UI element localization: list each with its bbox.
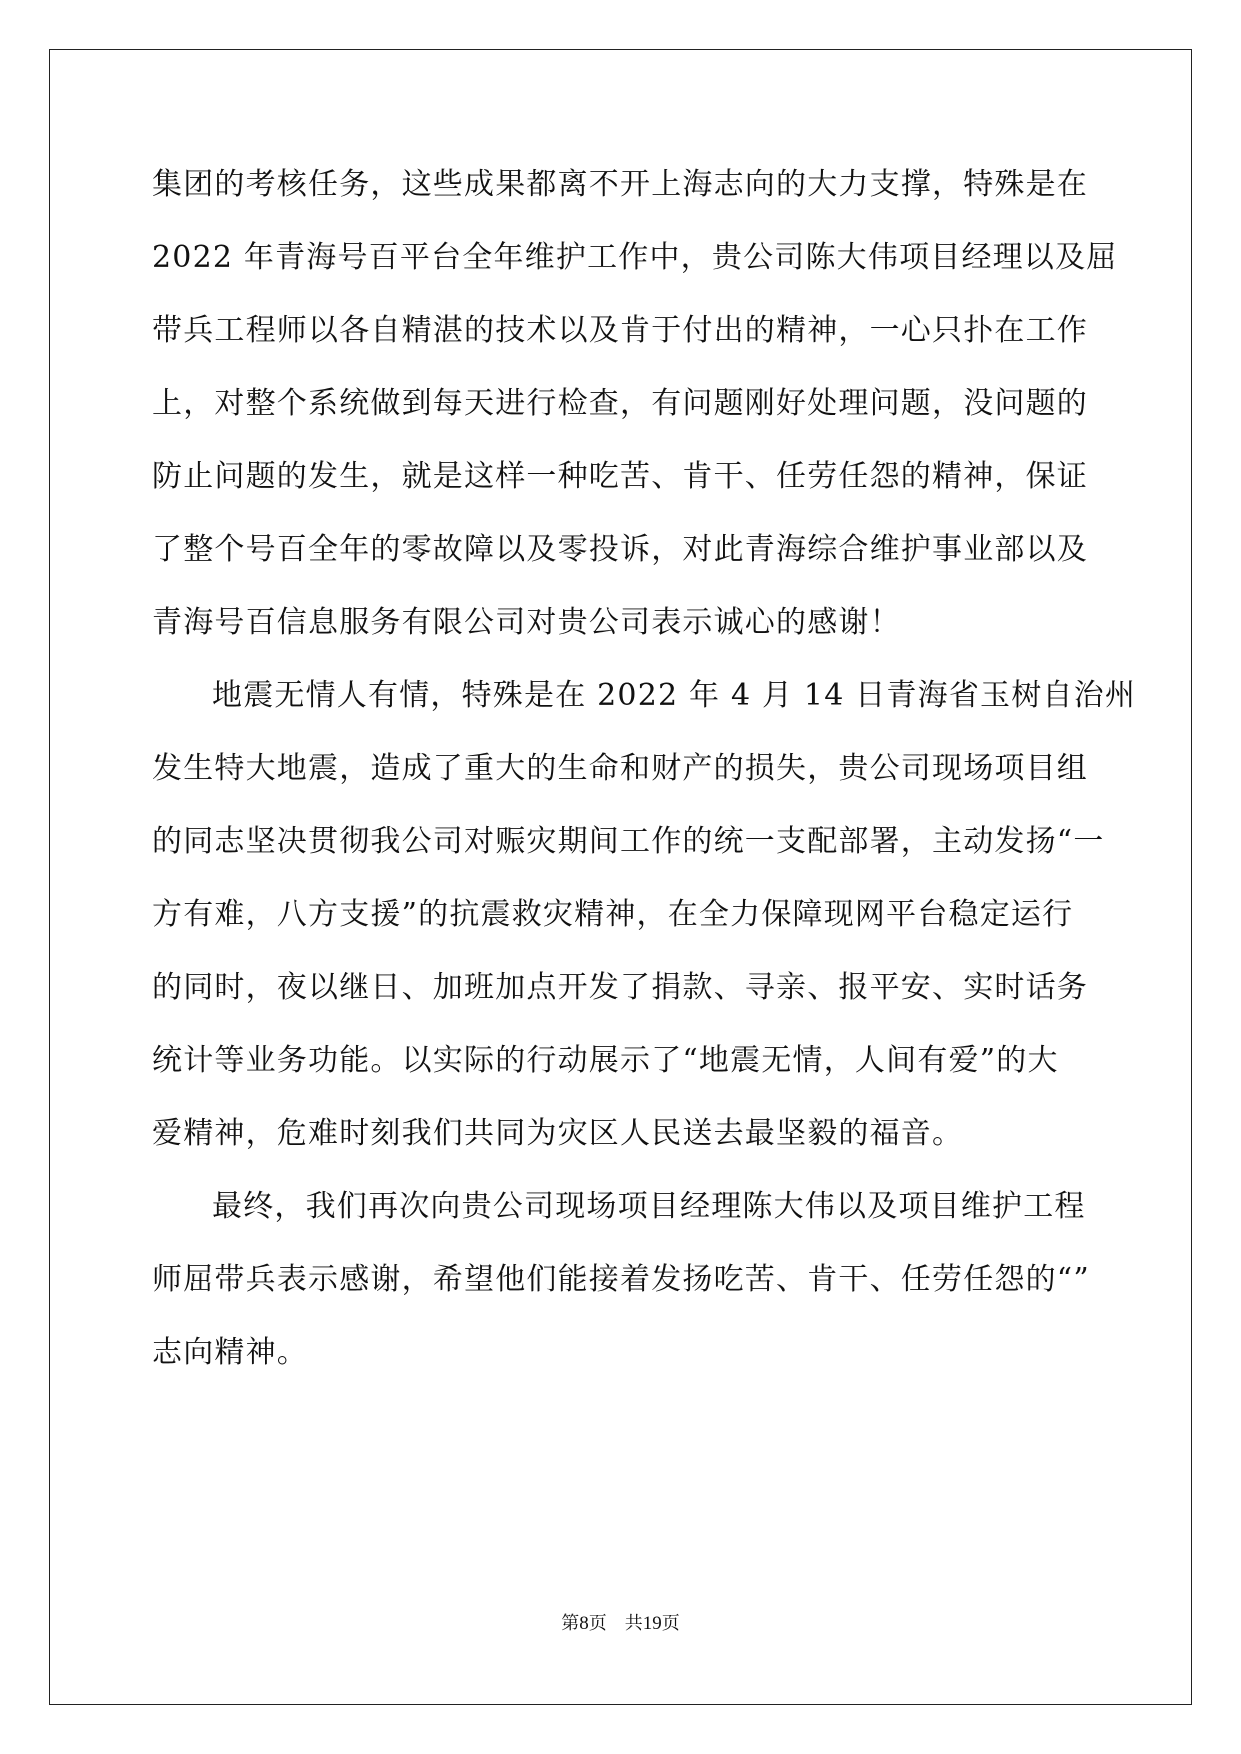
text-line: 师屈带兵表示感谢，希望他们能接着发扬吃苦、肯干、任劳任怨的“” — [152, 1262, 1090, 1297]
text-line: 志向精神。 — [152, 1335, 308, 1370]
total-label-prefix: 共 — [624, 1613, 643, 1634]
text-line: 青海号百信息服务有限公司对贵公司表示诚心的感谢！ — [152, 605, 901, 640]
text-line: 上，对整个系统做到每天进行检查，有问题刚好处理问题，没问题的 — [152, 386, 1088, 421]
text-line: 防止问题的发生，就是这样一种吃苦、肯干、任劳任怨的精神，保证 — [152, 459, 1088, 494]
page-number: 8 — [579, 1613, 589, 1634]
text-line: 了整个号百全年的零故障以及零投诉，对此青海综合维护事业部以及 — [152, 532, 1088, 567]
page-label-suffix: 页 — [588, 1613, 607, 1634]
text-line: 的同时，夜以继日、加班加点开发了捐款、寻亲、报平安、实时话务 — [152, 970, 1088, 1005]
text-line: 2022 年青海号百平台全年维护工作中，贵公司陈大伟项目经理以及屈 — [152, 240, 1118, 275]
paragraph-start-line: 最终，我们再次向贵公司现场项目经理陈大伟以及项目维护工程 — [212, 1189, 1086, 1224]
text-line: 统计等业务功能。以实际的行动展示了“地震无情，人间有爱”的大 — [152, 1043, 1059, 1078]
total-pages: 19 — [642, 1613, 662, 1634]
total-label-suffix: 页 — [661, 1613, 680, 1634]
paragraph-start-line: 地震无情人有情，特殊是在 2022 年 4 月 14 日青海省玉树自治州 — [212, 678, 1137, 713]
text-line: 带兵工程师以各自精湛的技术以及肯于付出的精神，一心只扑在工作 — [152, 313, 1088, 348]
page-border — [49, 49, 1192, 1705]
text-line: 的同志坚决贯彻我公司对赈灾期间工作的统一支配部署，主动发扬“一 — [152, 824, 1105, 859]
text-line: 发生特大地震，造成了重大的生命和财产的损失，贵公司现场项目组 — [152, 751, 1088, 786]
page-footer — [0, 1612, 1241, 1636]
text-line: 方有难，八方支援”的抗震救灾精神，在全力保障现网平台稳定运行 — [152, 897, 1074, 932]
text-line: 集团的考核任务，这些成果都离不开上海志向的大力支撑，特殊是在 — [152, 167, 1088, 202]
page-label-prefix: 第 — [561, 1613, 580, 1634]
text-line: 爱精神，危难时刻我们共同为灾区人民送去最坚毅的福音。 — [152, 1116, 964, 1151]
